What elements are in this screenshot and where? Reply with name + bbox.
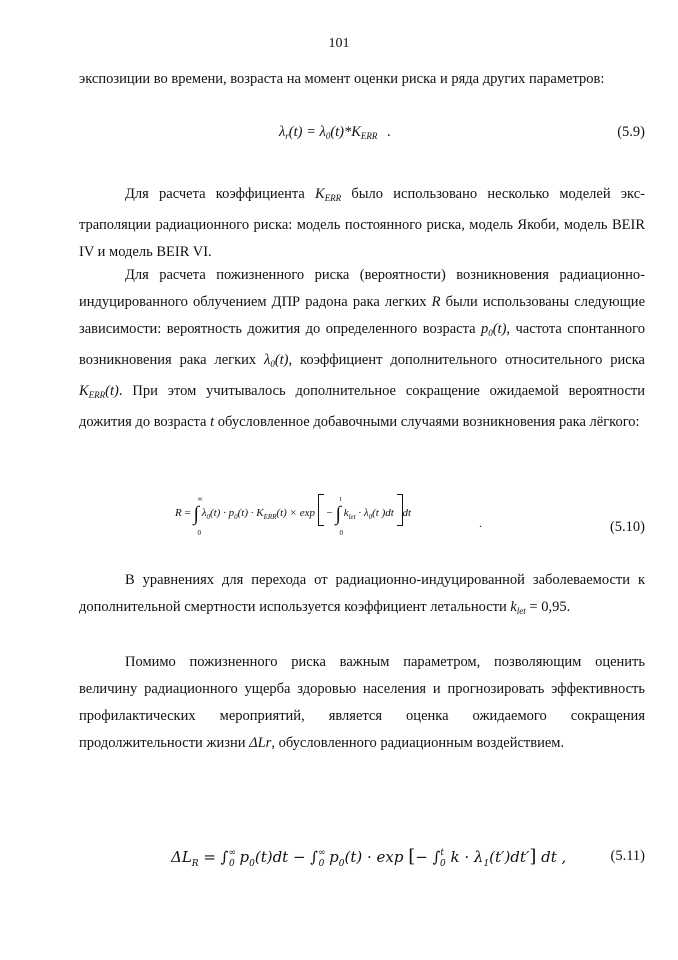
equation-5-11-body: $\Delta L_R = \int^\infty_0$ $p_0(t)dt - \int^\infty_0$ $p_0(t) \cdot \exp$ [− ∫$^t_0$ $k \cdot \lambda_1(t')dt'$] dt ,: [171, 846, 567, 869]
intro-line-2: параметров:: [528, 71, 605, 87]
equation-5-11-number: (5.11): [610, 848, 645, 864]
paragraph-intro: [79, 66, 645, 93]
equation-5-9: [79, 124, 645, 146]
paragraph-lethality: В уравнениях для перехода от радиационно-индуцированной заболеваемости к дополнительной смертности используется коэффициент летальности $k_{let} = 0,95$.: [79, 572, 645, 616]
equation-5-10: [79, 486, 645, 546]
equation-5-11: [79, 842, 645, 872]
intro-line-1: экспозиции во времени, возраста на момент оценки риска и ряда других: [79, 71, 526, 87]
paragraph-life-shortening: Помимо пожизненного риска важным параметром, позволяющим оценить величину радиационного ущерба здоровью населения и прогнозировать эффективность профилактических мероприятий, является оценка ожидаемого сокращения продолжительности жизни ΔLr, обусловленного радиационным воздействием.: [79, 654, 645, 751]
paragraph-lifetime-risk: Для расчета пожизненного риска (вероятности) возникновения радиационно-индуцированного облучением ДПР радона рака легких R были использованы следующие зависимости: вероятность дожития до определенного возраста $p_0(t)$, частота спонтанного возникновения рака легких $\lambda_0(t)$, коэффициент дополнительного относительного риска $K_{ERR}(t)$. При этом учитывалось дополнительное сокращение ожидаемой вероятности дожития до возраста t обусловленное добавочными случаями возникновения рака лёгкого:: [79, 267, 646, 430]
equation-5-10-dot: .: [479, 516, 482, 530]
equation-5-10-number: (5.10): [609, 519, 645, 535]
equation-5-9-number: (5.9): [617, 124, 645, 140]
paragraph-kerr-models: Для расчета коэффициента $K_{ERR}$ было использовано несколько моделей экс-траполяции радиационного риска: модель постоянного риска, модель Якоби, модель BEIR IV и модель BEIR VI.: [79, 186, 646, 260]
equation-5-9-body: $\lambda_r(t) = \lambda_0(t)*K_{ERR}$ .: [279, 124, 391, 141]
page-number: 101: [328, 36, 350, 51]
equation-5-10-body: R = ∫ ∞ 0 $\lambda_0(t) \cdot p_0(t) \cdot K_{ERR}(t) \times \exp$ − ∫ t 0 $k_{let} \cdot \lambda_0(t$ )dt dt: [175, 495, 412, 537]
